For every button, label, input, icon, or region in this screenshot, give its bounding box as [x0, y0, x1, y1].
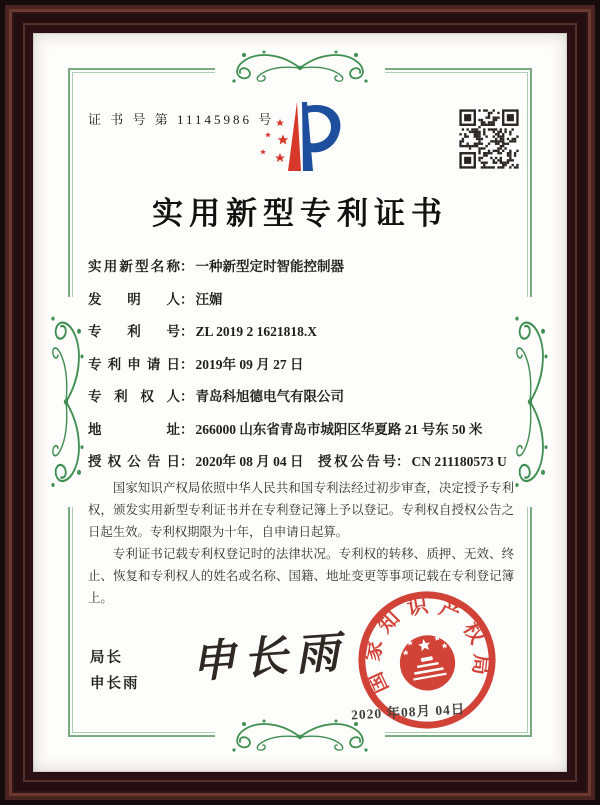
- field-row-inventor: [88, 290, 518, 323]
- field-value: CN 211180573 U: [411, 454, 507, 469]
- field-value: 汪媚: [195, 291, 223, 307]
- field-row-address: [88, 420, 518, 453]
- cnipa-logo-icon: [255, 97, 345, 181]
- seal-date: 2020 年08月 04日: [350, 701, 466, 723]
- field-row-filing-date: [88, 355, 518, 388]
- seal-char: 国: [364, 668, 393, 697]
- field-label: 地址: [88, 421, 180, 437]
- field-value: 2019年 09 月 27 日: [195, 356, 304, 372]
- field-colon: ：: [180, 291, 194, 307]
- field-label: 专利权人: [88, 389, 180, 404]
- field-colon: ：: [180, 454, 194, 469]
- field-value: 青岛科旭德电气有限公司: [195, 389, 344, 404]
- field-row-patent-number: [88, 322, 518, 355]
- issuer-name: 申长雨: [90, 676, 140, 692]
- field-value: 一种新型定时智能控制器: [195, 259, 344, 274]
- field-colon: ：: [180, 259, 194, 274]
- field-label: 授权公告号: [318, 454, 396, 469]
- border-flourish-right-icon: [512, 297, 552, 507]
- field-colon: ：: [180, 421, 194, 437]
- seal-char: 知: [374, 607, 405, 638]
- legal-paragraph-1: 国家知识产权局依照中华人民共和国专利法经过初步审查，决定授予专利权，颁发实用新型专利证书并在专利登记簿上予以登记。专利权自授权公告之日起生效。专利权期限为十年，自申请日起算。: [88, 481, 514, 540]
- field-colon: ：: [396, 454, 410, 469]
- certificate-paper: [33, 33, 567, 772]
- field-row-patentee: [88, 387, 518, 420]
- field-label: 专利号: [88, 324, 180, 339]
- certificate-title: 实用新型专利证书: [152, 196, 448, 231]
- seal-char: 识: [405, 594, 430, 621]
- issuer-block: [90, 645, 140, 697]
- qr-code: [457, 107, 521, 171]
- field-colon: ：: [180, 389, 194, 404]
- border-flourish-top-icon: [215, 48, 385, 88]
- field-value: 266000 山东省青岛市城阳区华夏路 21 号东 50 米: [195, 421, 483, 437]
- field-list: [88, 257, 518, 485]
- seal-char: 家: [361, 638, 388, 663]
- issuer-title: 局长: [90, 650, 123, 666]
- field-value: ZL 2019 2 1621818.X: [195, 324, 318, 339]
- field-label: 专利申请日: [88, 356, 180, 372]
- field-label: 实用新型名称: [88, 259, 180, 274]
- field-label: 授权公告日: [88, 454, 180, 469]
- field-colon: ：: [180, 324, 194, 339]
- seal-char: 局: [468, 653, 493, 676]
- field-colon: ：: [180, 356, 194, 372]
- field-label: 发明人: [88, 291, 180, 307]
- certificate-number: 证 书 号 第 11145986 号: [88, 112, 275, 127]
- legal-paragraph-2: 专利证书记载专利权登记时的法律状况。专利权的转移、质押、无效、终止、恢复和专利权人的姓名或名称、国籍、地址变更等事项记载在专利登记簿上。: [88, 547, 514, 606]
- director-signature: 申长雨: [189, 626, 349, 689]
- field-value: 2020年 08 月 04 日: [195, 454, 304, 469]
- field-row-name: [88, 257, 518, 290]
- seal-char: 产: [435, 597, 464, 626]
- field-pair-grant-number: [318, 452, 507, 472]
- national-emblem-icon: [396, 631, 460, 695]
- border-flourish-left-icon: [48, 297, 88, 507]
- seal-char: 权: [458, 618, 488, 648]
